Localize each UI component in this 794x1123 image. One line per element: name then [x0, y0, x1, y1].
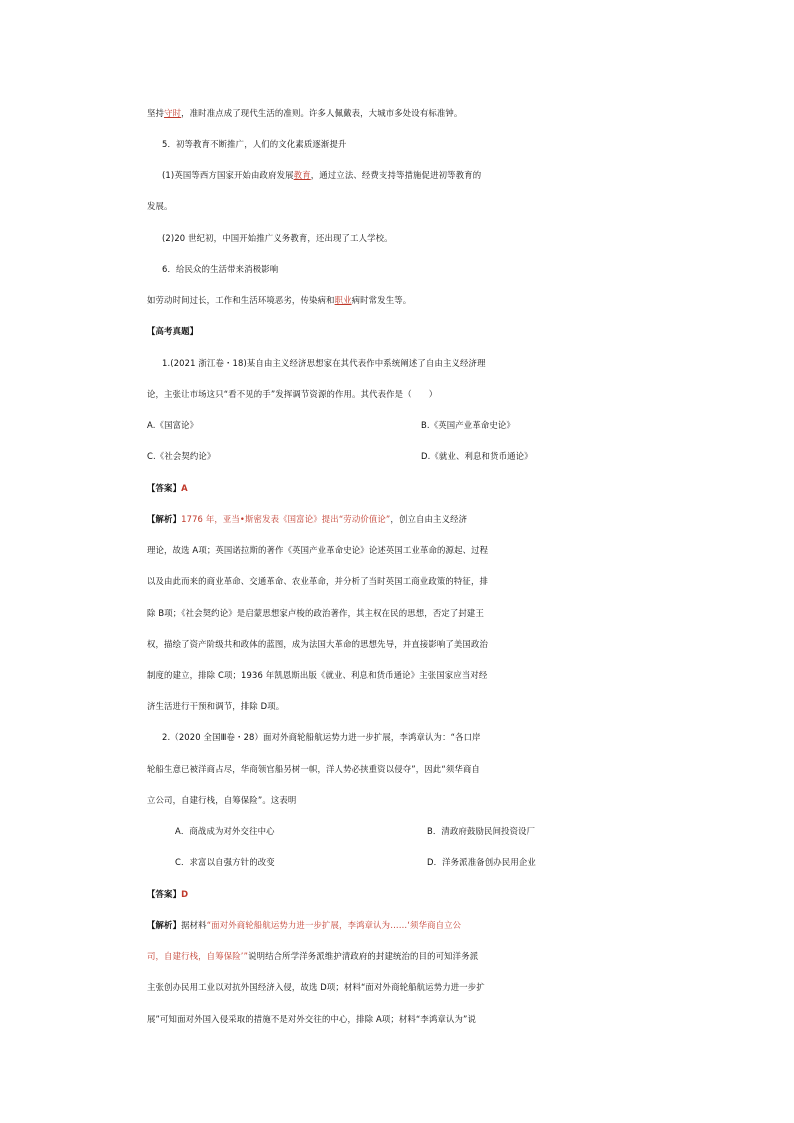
- text-segment: 据材料: [181, 920, 207, 930]
- q2-stem-line-2: 轮船生意已被洋商占尽，华商领官船另树一帜，洋人势必挟重资以侵夺”，因此“须华商自: [147, 764, 480, 774]
- q2-stem-line-1: 2.（2020 全国Ⅲ卷・28）面对外商轮船航运势力进一步扩展，李鸿章认为：“各口岸: [162, 732, 481, 742]
- heading-point-6: 6．给民众的生活带来消极影响: [162, 264, 279, 274]
- q2-option-c: C．求富以自强方针的改变: [175, 857, 275, 867]
- section-title-exam-questions: 【高考真题】: [147, 326, 199, 336]
- q1-analysis-line-3: 以及由此而来的商业革命、交通革命、农业革命，并分析了当时英国工商业政策的特征，排: [147, 576, 488, 586]
- q1-option-d: D.《就业、利息和货币通论》: [421, 451, 533, 461]
- q1-stem-line-1: 1.(2021 浙江卷・18)某自由主义经济思想家在其代表作中系统阐述了自由主义经济理: [162, 358, 486, 368]
- analysis-highlight: 司，自建行栈，自筹保险’”: [147, 951, 249, 961]
- text-segment: ，创立自由主义经济: [390, 514, 468, 524]
- q2-option-b: B．清政府鼓励民间投资设厂: [427, 826, 536, 836]
- q2-answer: [0, 884, 794, 904]
- text-segment: (1)英国等西方国家开始由政府发展: [162, 170, 294, 180]
- keyword-punctual: 守时: [164, 108, 182, 118]
- q1-answer: [0, 478, 794, 498]
- q1-analysis-line-4: 除 B项；《社会契约论》是启蒙思想家卢梭的政治著作，其主权在民的思想，否定了封建王: [147, 608, 484, 618]
- text-segment: 说明结合所学洋务派维护清政府的封建统治的目的可知洋务派: [248, 951, 479, 961]
- answer-tag: 【答案】: [147, 483, 182, 493]
- answer-value: D: [181, 889, 189, 899]
- analysis-tag: 【解析】: [147, 920, 182, 930]
- analysis-highlight: 1776 年，亚当•斯密发表《国富论》提出: [181, 514, 339, 524]
- q2-stem-line-3: 立公司，自建行栈，自筹保险”。这表明: [147, 795, 297, 805]
- q2-option-a: A．商战成为对外交往中心: [175, 826, 275, 836]
- q1-analysis-line-1: [0, 509, 794, 529]
- q1-option-c: C.《社会契约论》: [147, 451, 216, 461]
- text-segment: ，准时准点成了现代生活的准则。许多人佩戴表，大城市多处设有标准钟。: [181, 108, 463, 118]
- answer-value: A: [181, 483, 188, 493]
- heading-point-5: 5．初等教育不断推广，人们的文化素质逐渐提升: [162, 139, 347, 149]
- q1-analysis-line-5: 权，描绘了资产阶级共和政体的蓝图，成为法国大革命的思想先导，并直接影响了美国政治: [147, 639, 488, 649]
- text-line-negative-effects: [0, 290, 794, 310]
- q1-analysis-line-7: 济生活进行干预和调节，排除 D项。: [147, 701, 285, 711]
- text-line-education-2: 发展。: [147, 201, 173, 211]
- analysis-highlight: “面对外商轮船航运势力进一步扩展，李鸿章认为……‘须华商自立公: [206, 920, 462, 930]
- q1-option-a: A.《国富论》: [147, 420, 199, 430]
- text-segment: 病时常发生等。: [351, 295, 412, 305]
- q1-analysis-line-6: 制度的建立，排除 C项；1936 年凯恩斯出版《就业、利息和货币通论》主张国家应当对经: [147, 670, 488, 680]
- q2-analysis-line-4: 展”可知面对外国入侵采取的措施不是对外交往的中心，排除 A项；材料“李鸿章认为”说: [147, 1014, 477, 1024]
- keyword-occupational: 职业: [334, 295, 352, 305]
- text-segment: 坚持: [147, 108, 165, 118]
- q2-analysis-line-2: [0, 946, 794, 966]
- q1-analysis-line-2: 理论，故选 A项；英国诺拉斯的著作《英国产业革命史论》论述英国工业革命的源起、过程: [147, 545, 489, 555]
- text-segment: 如劳动时间过长，工作和生活环境恶劣，传染病和: [147, 295, 335, 305]
- q2-analysis-line-3: 主张创办民用工业以对抗外国经济入侵，故选 D项；材料“面对外商轮船航运势力进一步扩: [147, 982, 485, 992]
- q2-option-d: D．洋务派准备创办民用企业: [427, 857, 536, 867]
- text-line-education-china: (2)20 世纪初，中国开始推广义务教育，还出现了工人学校。: [162, 233, 393, 243]
- analysis-tag: 【解析】: [147, 514, 182, 524]
- q2-analysis-line-1: [0, 915, 794, 935]
- q1-stem-line-2: 论，主张让市场这只“看不见的手”发挥调节资源的作用。其代表作是（ ）: [147, 389, 438, 399]
- text-line-punctuality: [0, 103, 794, 123]
- text-segment: ，通过立法、经费支持等措施促进初等教育的: [310, 170, 482, 180]
- q1-option-b: B.《英国产业革命史论》: [421, 420, 515, 430]
- text-line-education-1: [0, 165, 794, 185]
- analysis-highlight: “劳动价值论”: [338, 514, 391, 524]
- answer-tag: 【答案】: [147, 889, 182, 899]
- keyword-education: 教育: [293, 170, 311, 180]
